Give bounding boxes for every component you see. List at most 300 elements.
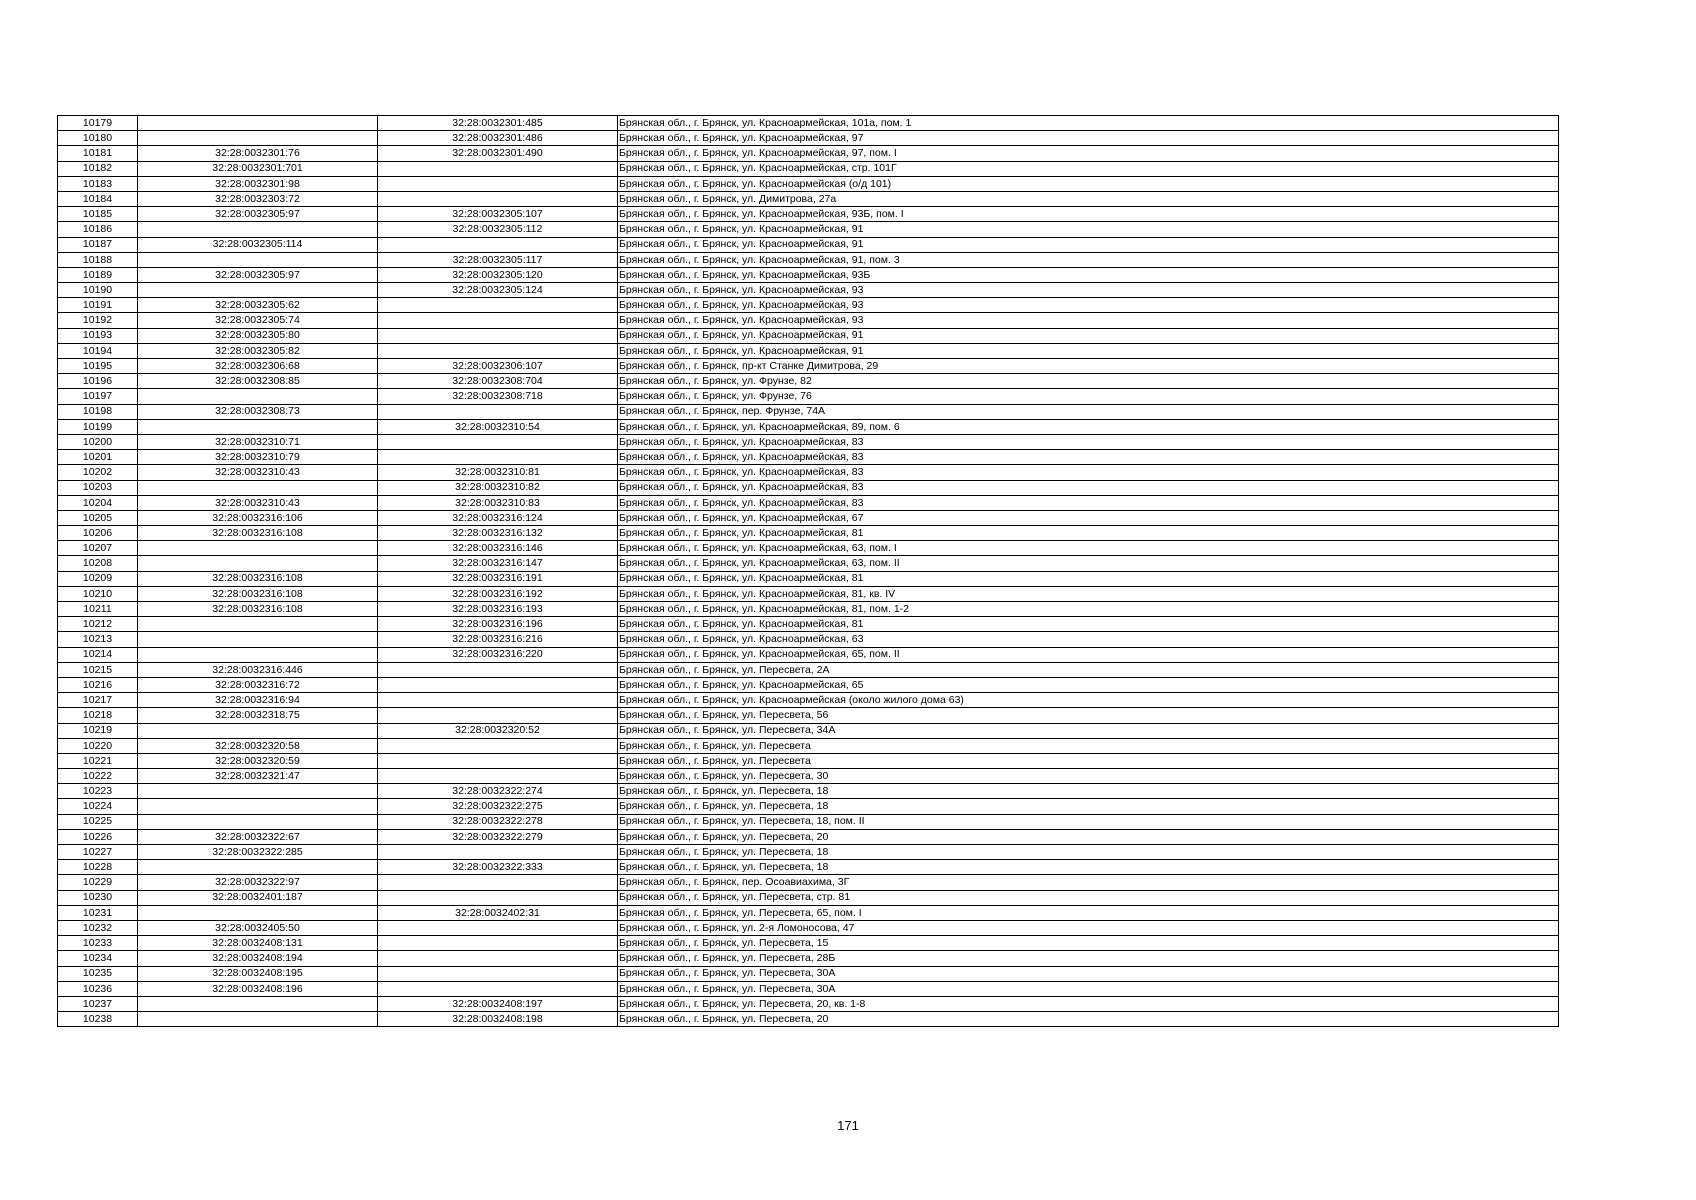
building-cadastral-number-cell: 32:28:0032310:54	[378, 419, 618, 434]
land-cadastral-number-cell: 32:28:0032408:131	[138, 936, 378, 951]
table-row	[58, 1012, 1559, 1027]
land-cadastral-number-cell: 32:28:0032310:43	[138, 465, 378, 480]
building-cadastral-number-cell	[378, 936, 618, 951]
table-row	[58, 389, 1559, 404]
address-cell: Брянская обл., г. Брянск, ул. Красноармейская, 93Б, пом. I	[618, 207, 1559, 222]
building-cadastral-number-cell: 32:28:0032305:120	[378, 267, 618, 282]
row-number-cell: 10197	[58, 389, 138, 404]
address-cell: Брянская обл., г. Брянск, ул. Пересвета, 30А	[618, 981, 1559, 996]
land-cadastral-number-cell	[138, 647, 378, 662]
address-cell: Брянская обл., г. Брянск, ул. Красноармейская, 83	[618, 450, 1559, 465]
table-row	[58, 586, 1559, 601]
building-cadastral-number-cell	[378, 450, 618, 465]
building-cadastral-number-cell	[378, 753, 618, 768]
row-number-cell: 10205	[58, 510, 138, 525]
row-number-cell: 10232	[58, 920, 138, 935]
address-cell: Брянская обл., г. Брянск, ул. Пересвета, 20	[618, 829, 1559, 844]
address-cell: Брянская обл., г. Брянск, ул. Красноармейская, 89, пом. 6	[618, 419, 1559, 434]
building-cadastral-number-cell	[378, 890, 618, 905]
row-number-cell: 10237	[58, 996, 138, 1011]
land-cadastral-number-cell	[138, 996, 378, 1011]
table-row	[58, 343, 1559, 358]
row-number-cell: 10236	[58, 981, 138, 996]
table-row	[58, 996, 1559, 1011]
address-cell: Брянская обл., г. Брянск, ул. Красноармейская, 65	[618, 677, 1559, 692]
row-number-cell: 10212	[58, 617, 138, 632]
address-cell: Брянская обл., г. Брянск, ул. Димитрова, 27а	[618, 191, 1559, 206]
address-cell: Брянская обл., г. Брянск, ул. Красноармейская, 81	[618, 617, 1559, 632]
building-cadastral-number-cell: 32:28:0032316:196	[378, 617, 618, 632]
building-cadastral-number-cell	[378, 328, 618, 343]
address-cell: Брянская обл., г. Брянск, пер. Фрунзе, 74А	[618, 404, 1559, 419]
land-cadastral-number-cell	[138, 252, 378, 267]
building-cadastral-number-cell: 32:28:0032310:82	[378, 480, 618, 495]
building-cadastral-number-cell	[378, 404, 618, 419]
building-cadastral-number-cell: 32:28:0032322:278	[378, 814, 618, 829]
table-row	[58, 617, 1559, 632]
address-cell: Брянская обл., г. Брянск, ул. Красноармейская, 81	[618, 526, 1559, 541]
table-row	[58, 359, 1559, 374]
address-cell: Брянская обл., г. Брянск, ул. Красноармейская, 63, пом. I	[618, 541, 1559, 556]
row-number-cell: 10218	[58, 708, 138, 723]
table-row	[58, 753, 1559, 768]
building-cadastral-number-cell	[378, 693, 618, 708]
building-cadastral-number-cell	[378, 920, 618, 935]
table-row	[58, 404, 1559, 419]
land-cadastral-number-cell: 32:28:0032308:73	[138, 404, 378, 419]
row-number-cell: 10188	[58, 252, 138, 267]
land-cadastral-number-cell	[138, 814, 378, 829]
row-number-cell: 10216	[58, 677, 138, 692]
land-cadastral-number-cell	[138, 723, 378, 738]
table-row	[58, 495, 1559, 510]
land-cadastral-number-cell	[138, 480, 378, 495]
address-cell: Брянская обл., г. Брянск, ул. Красноармейская (о/д 101)	[618, 176, 1559, 191]
land-cadastral-number-cell	[138, 632, 378, 647]
address-cell: Брянская обл., г. Брянск, ул. Красноармейская, 63, пом. II	[618, 556, 1559, 571]
address-cell: Брянская обл., г. Брянск, ул. Пересвета, 18	[618, 784, 1559, 799]
building-cadastral-number-cell: 32:28:0032305:112	[378, 222, 618, 237]
address-cell: Брянская обл., г. Брянск, ул. Пересвета, 30	[618, 769, 1559, 784]
building-cadastral-number-cell: 32:28:0032316:220	[378, 647, 618, 662]
table-row	[58, 875, 1559, 890]
row-number-cell: 10181	[58, 146, 138, 161]
table-row	[58, 283, 1559, 298]
table-row	[58, 207, 1559, 222]
row-number-cell: 10194	[58, 343, 138, 358]
row-number-cell: 10206	[58, 526, 138, 541]
land-cadastral-number-cell: 32:28:0032316:446	[138, 662, 378, 677]
land-cadastral-number-cell: 32:28:0032305:97	[138, 267, 378, 282]
row-number-cell: 10193	[58, 328, 138, 343]
address-cell: Брянская обл., г. Брянск, ул. Красноармейская, 91	[618, 237, 1559, 252]
row-number-cell: 10192	[58, 313, 138, 328]
land-cadastral-number-cell	[138, 116, 378, 131]
row-number-cell: 10211	[58, 602, 138, 617]
building-cadastral-number-cell	[378, 313, 618, 328]
row-number-cell: 10227	[58, 845, 138, 860]
land-cadastral-number-cell: 32:28:0032316:108	[138, 571, 378, 586]
table-row	[58, 602, 1559, 617]
land-cadastral-number-cell: 32:28:0032303:72	[138, 191, 378, 206]
land-cadastral-number-cell: 32:28:0032306:68	[138, 359, 378, 374]
land-cadastral-number-cell: 32:28:0032401:187	[138, 890, 378, 905]
building-cadastral-number-cell: 32:28:0032402:31	[378, 905, 618, 920]
land-cadastral-number-cell: 32:28:0032405:50	[138, 920, 378, 935]
address-cell: Брянская обл., г. Брянск, ул. Пересвета	[618, 738, 1559, 753]
table-row	[58, 829, 1559, 844]
building-cadastral-number-cell: 32:28:0032316:193	[378, 602, 618, 617]
land-cadastral-number-cell: 32:28:0032316:94	[138, 693, 378, 708]
row-number-cell: 10210	[58, 586, 138, 601]
row-number-cell: 10204	[58, 495, 138, 510]
table-row	[58, 936, 1559, 951]
land-cadastral-number-cell: 32:28:0032305:114	[138, 237, 378, 252]
address-cell: Брянская обл., г. Брянск, ул. Красноармейская, 83	[618, 495, 1559, 510]
land-cadastral-number-cell: 32:28:0032322:97	[138, 875, 378, 890]
row-number-cell: 10199	[58, 419, 138, 434]
row-number-cell: 10238	[58, 1012, 138, 1027]
building-cadastral-number-cell: 32:28:0032316:146	[378, 541, 618, 556]
table-row	[58, 313, 1559, 328]
address-cell: Брянская обл., г. Брянск, ул. Пересвета, 18	[618, 860, 1559, 875]
table-row	[58, 890, 1559, 905]
building-cadastral-number-cell	[378, 176, 618, 191]
land-cadastral-number-cell	[138, 799, 378, 814]
table-row	[58, 920, 1559, 935]
building-cadastral-number-cell: 32:28:0032322:275	[378, 799, 618, 814]
land-cadastral-number-cell	[138, 131, 378, 146]
building-cadastral-number-cell: 32:28:0032322:333	[378, 860, 618, 875]
address-cell: Брянская обл., г. Брянск, ул. Красноармейская, 81, пом. 1-2	[618, 602, 1559, 617]
building-cadastral-number-cell: 32:28:0032320:52	[378, 723, 618, 738]
building-cadastral-number-cell	[378, 298, 618, 313]
row-number-cell: 10189	[58, 267, 138, 282]
address-cell: Брянская обл., г. Брянск, ул. Красноармейская, стр. 101Г	[618, 161, 1559, 176]
building-cadastral-number-cell: 32:28:0032301:485	[378, 116, 618, 131]
land-cadastral-number-cell	[138, 556, 378, 571]
row-number-cell: 10224	[58, 799, 138, 814]
building-cadastral-number-cell: 32:28:0032316:132	[378, 526, 618, 541]
building-cadastral-number-cell: 32:28:0032305:124	[378, 283, 618, 298]
address-cell: Брянская обл., г. Брянск, ул. Пересвета, 65, пом. I	[618, 905, 1559, 920]
land-cadastral-number-cell: 32:28:0032301:701	[138, 161, 378, 176]
table-row	[58, 510, 1559, 525]
building-cadastral-number-cell	[378, 845, 618, 860]
row-number-cell: 10235	[58, 966, 138, 981]
land-cadastral-number-cell: 32:28:0032316:108	[138, 602, 378, 617]
building-cadastral-number-cell: 32:28:0032310:81	[378, 465, 618, 480]
table-row	[58, 434, 1559, 449]
table-row	[58, 161, 1559, 176]
row-number-cell: 10191	[58, 298, 138, 313]
row-number-cell: 10195	[58, 359, 138, 374]
table-row	[58, 981, 1559, 996]
row-number-cell: 10221	[58, 753, 138, 768]
table-row	[58, 784, 1559, 799]
building-cadastral-number-cell	[378, 434, 618, 449]
table-row	[58, 860, 1559, 875]
table-row	[58, 450, 1559, 465]
land-cadastral-number-cell	[138, 905, 378, 920]
table-row	[58, 480, 1559, 495]
row-number-cell: 10234	[58, 951, 138, 966]
building-cadastral-number-cell	[378, 343, 618, 358]
row-number-cell: 10202	[58, 465, 138, 480]
address-cell: Брянская обл., г. Брянск, ул. Фрунзе, 76	[618, 389, 1559, 404]
land-cadastral-number-cell: 32:28:0032316:106	[138, 510, 378, 525]
land-cadastral-number-cell: 32:28:0032408:196	[138, 981, 378, 996]
row-number-cell: 10233	[58, 936, 138, 951]
row-number-cell: 10225	[58, 814, 138, 829]
address-cell: Брянская обл., г. Брянск, ул. Пересвета, 56	[618, 708, 1559, 723]
address-cell: Брянская обл., г. Брянск, ул. Красноармейская, 91	[618, 343, 1559, 358]
address-cell: Брянская обл., г. Брянск, ул. Пересвета, стр. 81	[618, 890, 1559, 905]
address-cell: Брянская обл., г. Брянск, ул. Красноармейская (около жилого дома 63)	[618, 693, 1559, 708]
row-number-cell: 10230	[58, 890, 138, 905]
land-cadastral-number-cell: 32:28:0032408:195	[138, 966, 378, 981]
address-cell: Брянская обл., г. Брянск, ул. Пересвета, 34А	[618, 723, 1559, 738]
row-number-cell: 10201	[58, 450, 138, 465]
building-cadastral-number-cell: 32:28:0032306:107	[378, 359, 618, 374]
land-cadastral-number-cell: 32:28:0032310:79	[138, 450, 378, 465]
table-row	[58, 905, 1559, 920]
table-row	[58, 814, 1559, 829]
land-cadastral-number-cell	[138, 1012, 378, 1027]
building-cadastral-number-cell: 32:28:0032301:490	[378, 146, 618, 161]
building-cadastral-number-cell	[378, 981, 618, 996]
land-cadastral-number-cell	[138, 389, 378, 404]
table-row	[58, 237, 1559, 252]
building-cadastral-number-cell: 32:28:0032322:279	[378, 829, 618, 844]
land-cadastral-number-cell: 32:28:0032305:62	[138, 298, 378, 313]
row-number-cell: 10219	[58, 723, 138, 738]
row-number-cell: 10207	[58, 541, 138, 556]
row-number-cell: 10220	[58, 738, 138, 753]
address-cell: Брянская обл., г. Брянск, ул. Красноармейская, 63	[618, 632, 1559, 647]
row-number-cell: 10223	[58, 784, 138, 799]
building-cadastral-number-cell: 32:28:0032408:198	[378, 1012, 618, 1027]
table-row	[58, 693, 1559, 708]
table-row	[58, 723, 1559, 738]
land-cadastral-number-cell: 32:28:0032320:59	[138, 753, 378, 768]
building-cadastral-number-cell	[378, 951, 618, 966]
row-number-cell: 10198	[58, 404, 138, 419]
building-cadastral-number-cell: 32:28:0032322:274	[378, 784, 618, 799]
building-cadastral-number-cell: 32:28:0032308:704	[378, 374, 618, 389]
row-number-cell: 10226	[58, 829, 138, 844]
row-number-cell: 10228	[58, 860, 138, 875]
address-cell: Брянская обл., г. Брянск, ул. Красноармейская, 83	[618, 465, 1559, 480]
table-row	[58, 845, 1559, 860]
table-row	[58, 662, 1559, 677]
address-cell: Брянская обл., г. Брянск, пер. Осоавиахима, 3Г	[618, 875, 1559, 890]
address-cell: Брянская обл., г. Брянск, ул. Красноармейская, 97, пом. I	[618, 146, 1559, 161]
land-cadastral-number-cell: 32:28:0032310:71	[138, 434, 378, 449]
address-cell: Брянская обл., г. Брянск, ул. Красноармейская, 91, пом. 3	[618, 252, 1559, 267]
land-cadastral-number-cell: 32:28:0032305:80	[138, 328, 378, 343]
land-cadastral-number-cell: 32:28:0032305:82	[138, 343, 378, 358]
table-row	[58, 298, 1559, 313]
row-number-cell: 10215	[58, 662, 138, 677]
land-cadastral-number-cell	[138, 222, 378, 237]
address-cell: Брянская обл., г. Брянск, ул. Пересвета, 15	[618, 936, 1559, 951]
row-number-cell: 10209	[58, 571, 138, 586]
address-cell: Брянская обл., г. Брянск, ул. Пересвета, 18	[618, 845, 1559, 860]
land-cadastral-number-cell: 32:28:0032320:58	[138, 738, 378, 753]
address-cell: Брянская обл., г. Брянск, ул. Красноармейская, 93Б	[618, 267, 1559, 282]
address-cell: Брянская обл., г. Брянск, ул. Пересвета, 30А	[618, 966, 1559, 981]
registry-table	[57, 115, 1559, 1027]
row-number-cell: 10190	[58, 283, 138, 298]
building-cadastral-number-cell	[378, 191, 618, 206]
building-cadastral-number-cell	[378, 966, 618, 981]
table-row	[58, 769, 1559, 784]
land-cadastral-number-cell: 32:28:0032301:76	[138, 146, 378, 161]
table-row	[58, 647, 1559, 662]
table-row	[58, 267, 1559, 282]
row-number-cell: 10231	[58, 905, 138, 920]
building-cadastral-number-cell	[378, 662, 618, 677]
address-cell: Брянская обл., г. Брянск, ул. Пересвета, 18, пом. II	[618, 814, 1559, 829]
table-row	[58, 632, 1559, 647]
table-row	[58, 419, 1559, 434]
table-row	[58, 677, 1559, 692]
building-cadastral-number-cell	[378, 677, 618, 692]
table-row	[58, 708, 1559, 723]
row-number-cell: 10229	[58, 875, 138, 890]
building-cadastral-number-cell: 32:28:0032305:117	[378, 252, 618, 267]
row-number-cell: 10186	[58, 222, 138, 237]
table-row	[58, 328, 1559, 343]
land-cadastral-number-cell: 32:28:0032322:67	[138, 829, 378, 844]
land-cadastral-number-cell	[138, 784, 378, 799]
land-cadastral-number-cell	[138, 860, 378, 875]
table-row	[58, 465, 1559, 480]
building-cadastral-number-cell	[378, 708, 618, 723]
row-number-cell: 10184	[58, 191, 138, 206]
table-row	[58, 146, 1559, 161]
address-cell: Брянская обл., г. Брянск, ул. Красноармейская, 81, кв. IV	[618, 586, 1559, 601]
address-cell: Брянская обл., г. Брянск, ул. Пересвета, 20	[618, 1012, 1559, 1027]
row-number-cell: 10187	[58, 237, 138, 252]
land-cadastral-number-cell	[138, 541, 378, 556]
address-cell: Брянская обл., г. Брянск, ул. Красноармейская, 81	[618, 571, 1559, 586]
building-cadastral-number-cell	[378, 738, 618, 753]
table-row	[58, 176, 1559, 191]
land-cadastral-number-cell	[138, 283, 378, 298]
row-number-cell: 10214	[58, 647, 138, 662]
row-number-cell: 10208	[58, 556, 138, 571]
table-row	[58, 799, 1559, 814]
building-cadastral-number-cell	[378, 769, 618, 784]
address-cell: Брянская обл., г. Брянск, ул. Красноармейская, 65, пом. II	[618, 647, 1559, 662]
address-cell: Брянская обл., г. Брянск, ул. Красноармейская, 97	[618, 131, 1559, 146]
row-number-cell: 10185	[58, 207, 138, 222]
address-cell: Брянская обл., г. Брянск, ул. Красноармейская, 93	[618, 298, 1559, 313]
land-cadastral-number-cell: 32:28:0032322:285	[138, 845, 378, 860]
building-cadastral-number-cell: 32:28:0032408:197	[378, 996, 618, 1011]
row-number-cell: 10182	[58, 161, 138, 176]
table-row	[58, 131, 1559, 146]
building-cadastral-number-cell: 32:28:0032308:718	[378, 389, 618, 404]
row-number-cell: 10200	[58, 434, 138, 449]
row-number-cell: 10183	[58, 176, 138, 191]
land-cadastral-number-cell: 32:28:0032305:74	[138, 313, 378, 328]
address-cell: Брянская обл., г. Брянск, ул. Пересвета, 2А	[618, 662, 1559, 677]
address-cell: Брянская обл., г. Брянск, ул. Фрунзе, 82	[618, 374, 1559, 389]
building-cadastral-number-cell	[378, 161, 618, 176]
land-cadastral-number-cell: 32:28:0032316:108	[138, 586, 378, 601]
building-cadastral-number-cell	[378, 875, 618, 890]
building-cadastral-number-cell: 32:28:0032316:147	[378, 556, 618, 571]
address-cell: Брянская обл., г. Брянск, ул. Красноармейская, 91	[618, 222, 1559, 237]
address-cell: Брянская обл., г. Брянск, пр-кт Станке Димитрова, 29	[618, 359, 1559, 374]
land-cadastral-number-cell: 32:28:0032310:43	[138, 495, 378, 510]
row-number-cell: 10213	[58, 632, 138, 647]
building-cadastral-number-cell: 32:28:0032316:124	[378, 510, 618, 525]
address-cell: Брянская обл., г. Брянск, ул. Пересвета, 18	[618, 799, 1559, 814]
page-number: 171	[837, 1118, 859, 1133]
address-cell: Брянская обл., г. Брянск, ул. Пересвета, 20, кв. 1-8	[618, 996, 1559, 1011]
row-number-cell: 10203	[58, 480, 138, 495]
address-cell: Брянская обл., г. Брянск, ул. Красноармейская, 101а, пом. 1	[618, 116, 1559, 131]
row-number-cell: 10222	[58, 769, 138, 784]
row-number-cell: 10196	[58, 374, 138, 389]
address-cell: Брянская обл., г. Брянск, ул. Красноармейская, 93	[618, 283, 1559, 298]
land-cadastral-number-cell: 32:28:0032316:72	[138, 677, 378, 692]
building-cadastral-number-cell: 32:28:0032310:83	[378, 495, 618, 510]
table-row	[58, 191, 1559, 206]
address-cell: Брянская обл., г. Брянск, ул. Красноармейская, 83	[618, 434, 1559, 449]
land-cadastral-number-cell: 32:28:0032301:98	[138, 176, 378, 191]
row-number-cell: 10179	[58, 116, 138, 131]
address-cell: Брянская обл., г. Брянск, ул. Красноармейская, 83	[618, 480, 1559, 495]
table-row	[58, 116, 1559, 131]
table-row	[58, 374, 1559, 389]
land-cadastral-number-cell: 32:28:0032308:85	[138, 374, 378, 389]
address-cell: Брянская обл., г. Брянск, ул. 2-я Ломоносова, 47	[618, 920, 1559, 935]
address-cell: Брянская обл., г. Брянск, ул. Пересвета, 28Б	[618, 951, 1559, 966]
address-cell: Брянская обл., г. Брянск, ул. Пересвета	[618, 753, 1559, 768]
building-cadastral-number-cell: 32:28:0032301:486	[378, 131, 618, 146]
building-cadastral-number-cell	[378, 237, 618, 252]
address-cell: Брянская обл., г. Брянск, ул. Красноармейская, 91	[618, 328, 1559, 343]
table-row	[58, 556, 1559, 571]
land-cadastral-number-cell: 32:28:0032305:97	[138, 207, 378, 222]
building-cadastral-number-cell: 32:28:0032316:192	[378, 586, 618, 601]
address-cell: Брянская обл., г. Брянск, ул. Красноармейская, 93	[618, 313, 1559, 328]
table-row	[58, 526, 1559, 541]
table-row	[58, 541, 1559, 556]
building-cadastral-number-cell: 32:28:0032316:191	[378, 571, 618, 586]
row-number-cell: 10217	[58, 693, 138, 708]
building-cadastral-number-cell: 32:28:0032305:107	[378, 207, 618, 222]
registry-table-body	[58, 116, 1559, 1027]
land-cadastral-number-cell	[138, 617, 378, 632]
table-row	[58, 222, 1559, 237]
table-row	[58, 951, 1559, 966]
land-cadastral-number-cell	[138, 419, 378, 434]
land-cadastral-number-cell: 32:28:0032318:75	[138, 708, 378, 723]
address-cell: Брянская обл., г. Брянск, ул. Красноармейская, 67	[618, 510, 1559, 525]
row-number-cell: 10180	[58, 131, 138, 146]
land-cadastral-number-cell: 32:28:0032408:194	[138, 951, 378, 966]
table-row	[58, 738, 1559, 753]
table-row	[58, 966, 1559, 981]
land-cadastral-number-cell: 32:28:0032321:47	[138, 769, 378, 784]
land-cadastral-number-cell: 32:28:0032316:108	[138, 526, 378, 541]
